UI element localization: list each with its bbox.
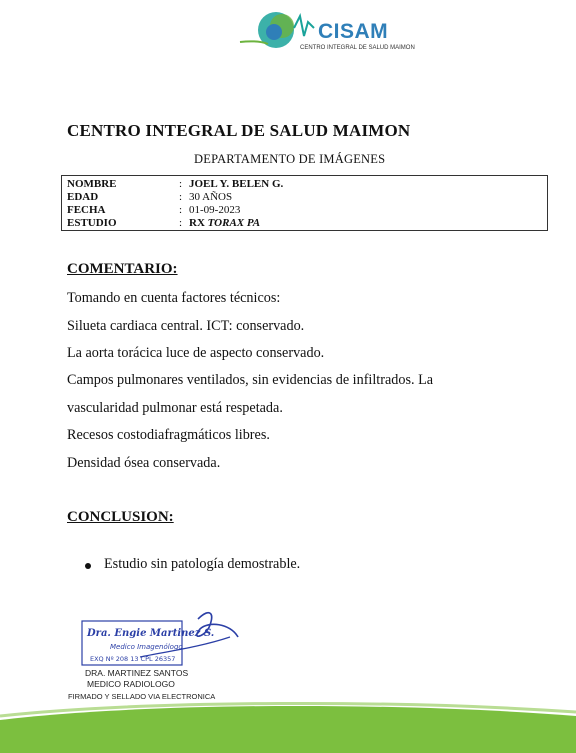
date-value: 01-09-2023 [189,204,241,216]
comment-line: Silueta cardiaca central. ICT: conservado. [67,318,305,334]
signer-role: MEDICO RADIOLOGO [87,679,175,689]
study-separator: : [179,217,183,229]
study-value [189,217,260,230]
age-label: EDAD [67,191,99,203]
footer-wave-decoration [0,700,576,753]
comment-heading: COMENTARIO: [67,261,178,277]
study-name: TORAX PA [207,217,261,229]
page-title: CENTRO INTEGRAL DE SALUD MAIMON [67,121,411,140]
signature-stamp-icon [80,607,245,669]
comment-line: La aorta torácica luce de aspecto conservado. [67,345,325,361]
patient-info-box [61,175,548,231]
comment-line: Campos pulmonares ventilados, sin evidencias de infiltrados. La [67,372,434,388]
conclusion-item: Estudio sin patología demostrable. [104,556,301,572]
logo-name: CISAM [318,20,389,43]
logo-subtitle: CENTRO INTEGRAL DE SALUD MAIMON [300,45,415,51]
name-separator: : [179,178,183,190]
stamp-name: Dra. Engie Martinez S. [87,628,215,639]
date-separator: : [179,204,183,216]
age-separator: : [179,191,183,203]
stamp-ids: EXQ Nº 208 13 CPL 26357 [90,655,176,663]
age-value: 30 AÑOS [189,191,233,203]
stamp-role: Medico Imagenólogo [110,643,183,651]
name-label: NOMBRE [67,178,117,190]
name-value: JOEL Y. BELEN G. [189,178,284,190]
study-label: ESTUDIO [67,217,117,229]
date-label: FECHA [67,204,106,216]
comment-line: Densidad ósea conservada. [67,455,221,471]
signature-note: FIRMADO Y SELLADO VIA ELECTRONICA [68,692,216,701]
comment-line: Tomando en cuenta factores técnicos: [67,290,281,306]
department-title: DEPARTAMENTO DE IMÁGENES [194,152,386,166]
bullet-icon [85,563,91,569]
conclusion-heading: CONCLUSION: [67,509,174,525]
study-prefix: RX [189,217,205,229]
comment-line: Recesos costodiafragmáticos libres. [67,427,270,443]
signer-name: DRA. MARTINEZ SANTOS [85,668,189,678]
comment-line: vascularidad pulmonar está respetada. [67,400,283,416]
